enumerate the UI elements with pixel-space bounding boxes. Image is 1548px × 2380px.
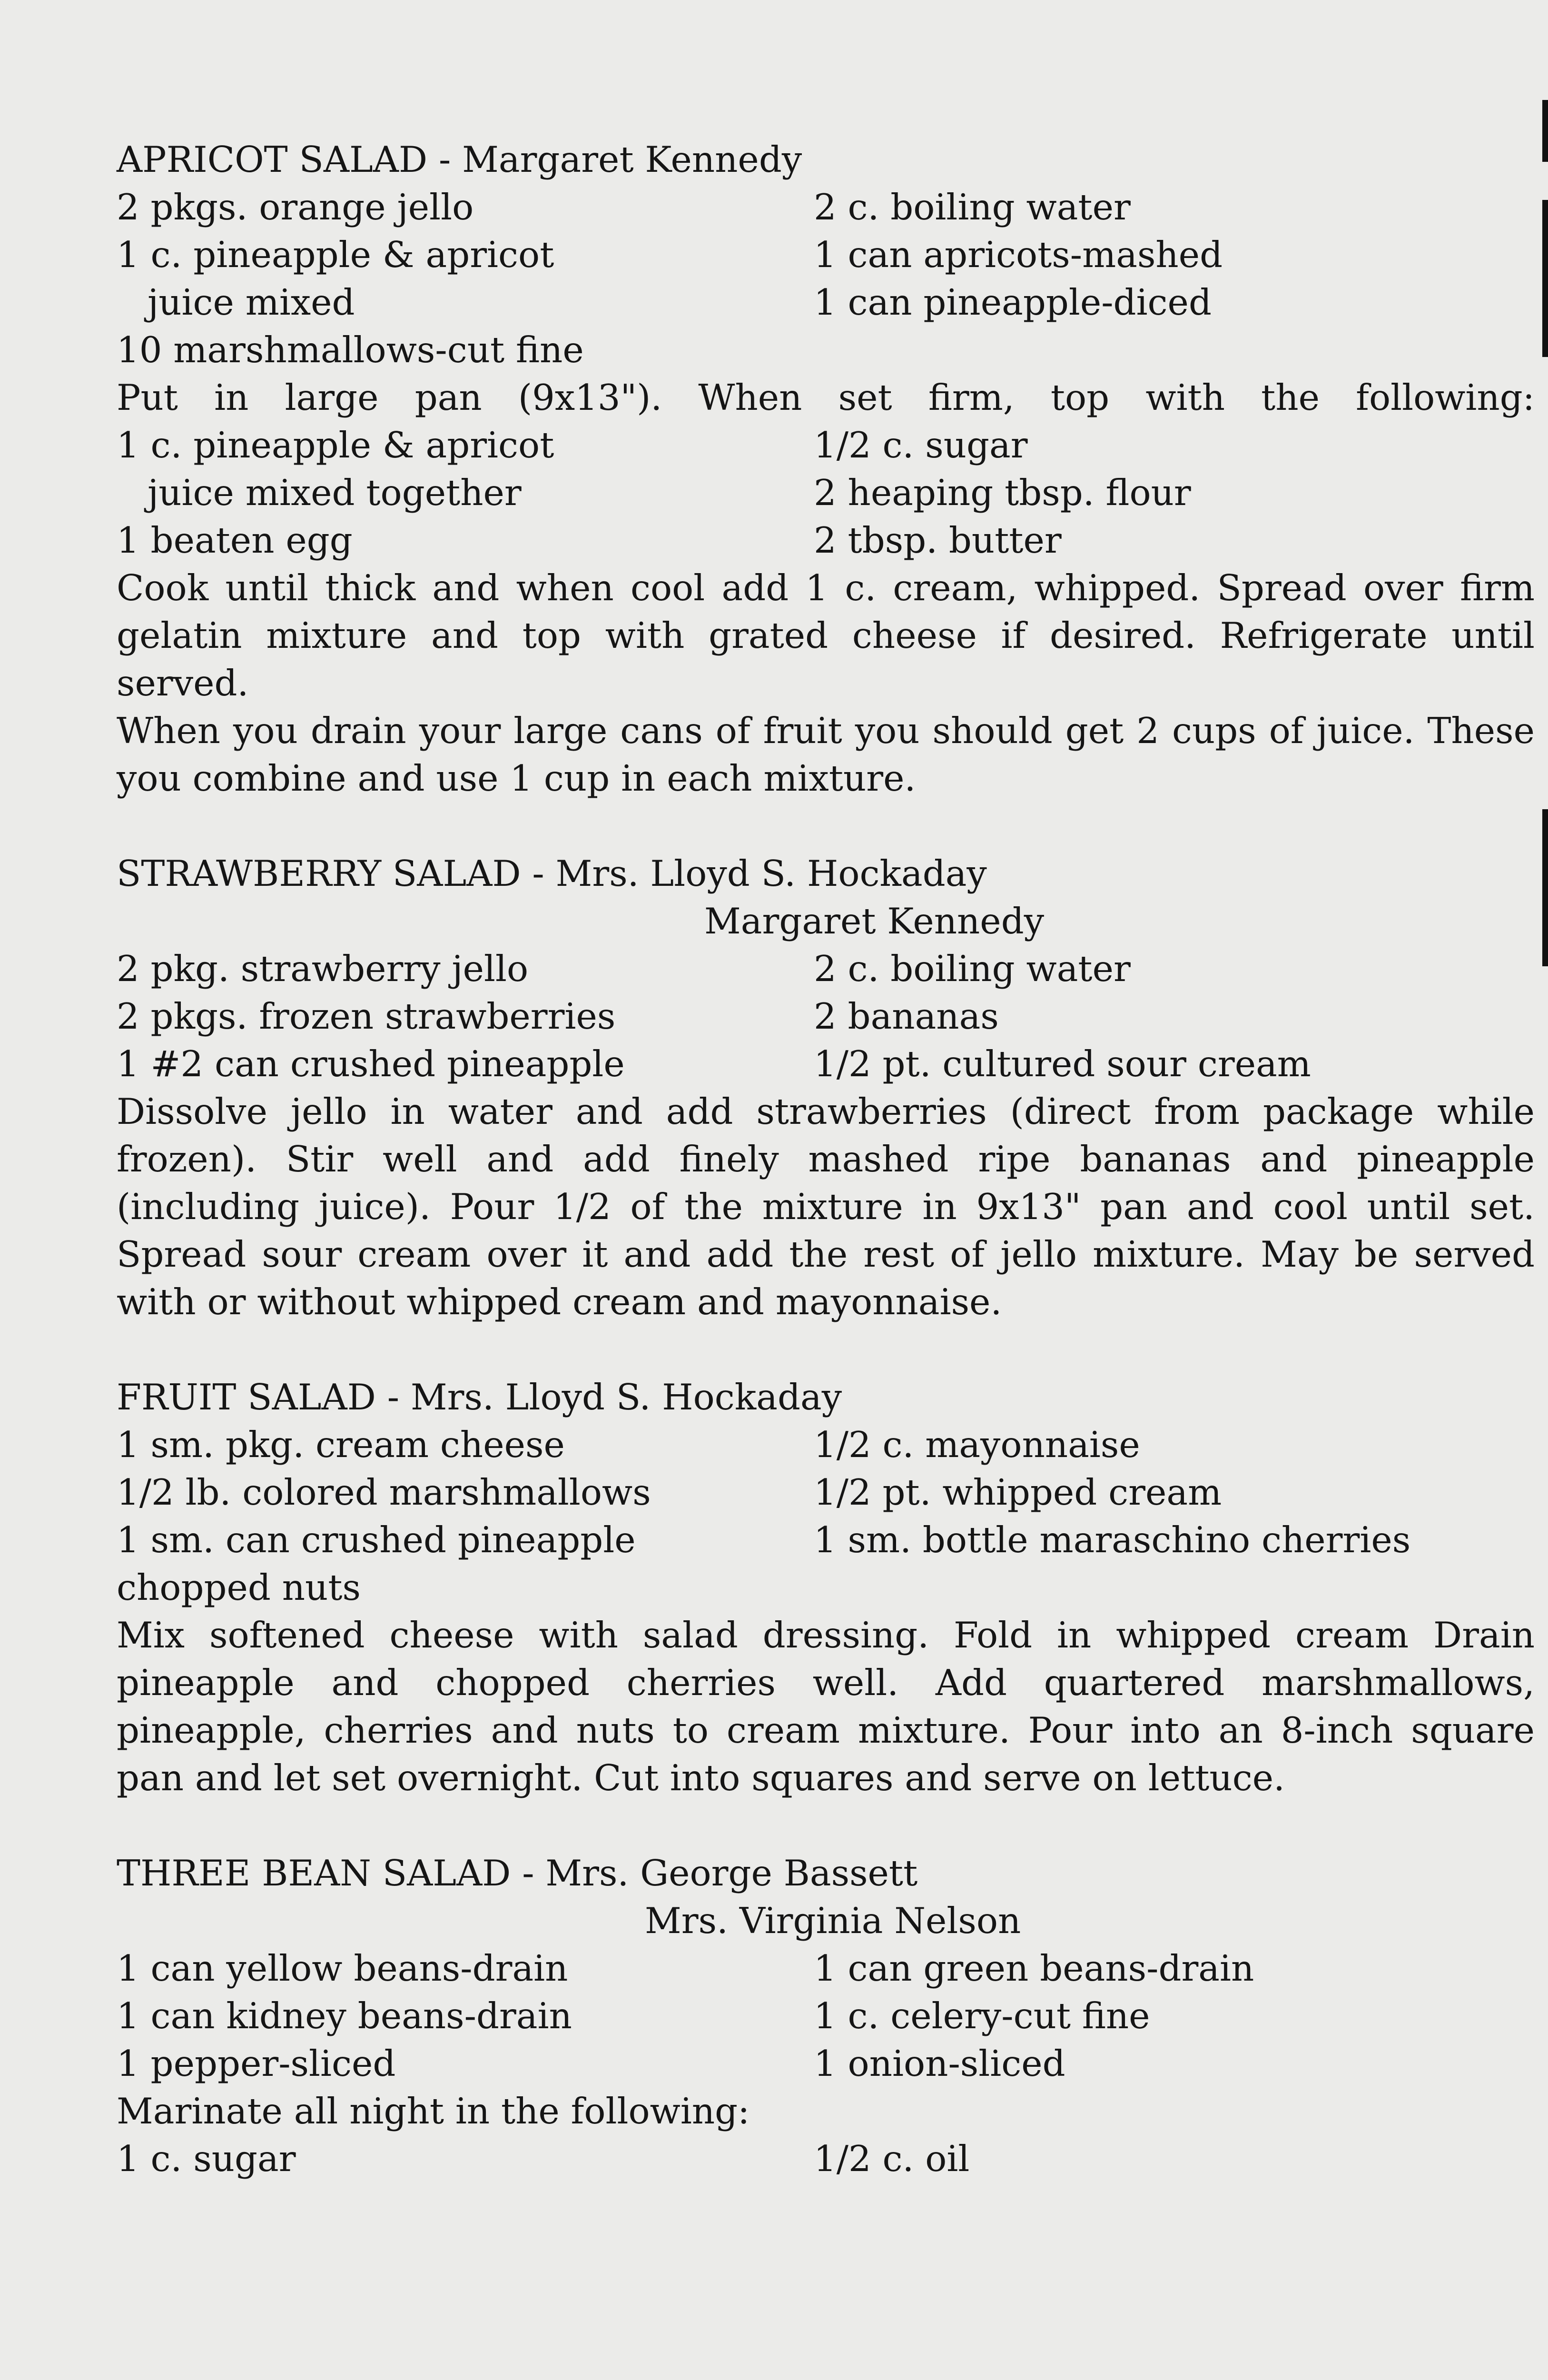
ingredient-row xyxy=(117,1944,1535,1992)
binding-edge-mark xyxy=(1542,100,1548,162)
ingredient-left: 1 #2 can crushed pineapple xyxy=(117,1043,625,1085)
ingredient-row xyxy=(117,2135,1535,2182)
instructions: Dissolve jello in water and add strawberries (direct from package while frozen). Stir well and add finely mashed ripe bananas and pineapple (including juice). Pour 1/2 of the mixture in 9x13" pan and cool until set. Spread sour cream over it and add the rest of jello mixture. May be served with or without whipped cream and mayonnaise. xyxy=(117,1091,1535,1323)
ingredient-right: 2 c. boiling water xyxy=(814,186,1131,228)
instructions: Cook until thick and when cool add 1 c. cream, whipped. Spread over firm gelatin mixture and top with grated cheese if desired. Refrigerate until served. xyxy=(117,567,1535,704)
ingredient-row xyxy=(117,1040,1535,1088)
ingredient-left: 1 c. pineapple & apricot xyxy=(117,424,554,466)
recipe-title: FRUIT SALAD - Mrs. Lloyd S. Hockaday xyxy=(117,1376,842,1418)
ingredient-row xyxy=(117,1516,1535,1564)
ingredient-row xyxy=(117,516,1535,564)
recipe-contributor: Margaret Kennedy xyxy=(704,900,1045,942)
recipe-content xyxy=(117,136,1535,2182)
ingredient-right: 2 bananas xyxy=(814,995,999,1037)
ingredient-right: 1 sm. bottle maraschino cherries xyxy=(814,1519,1411,1561)
ingredient-right: 1/2 pt. cultured sour cream xyxy=(814,1043,1311,1085)
ingredient-right: 1 can apricots-mashed xyxy=(814,234,1223,276)
ingredient-right: 2 tbsp. butter xyxy=(814,519,1062,561)
instructions: Mix softened cheese with salad dressing. Fold in whipped cream Drain pineapple and chopped cherries well. Add quartered marshmallows, pineapple, cherries and nuts to cream mixture. Pour into an 8-inch square pan and let set overnight. Cut into squares and serve on lettuce. xyxy=(117,1614,1535,1799)
ingredient-row xyxy=(117,231,1535,278)
ingredient-row xyxy=(117,469,1535,516)
ingredient-left: 1 can yellow beans-drain xyxy=(117,1947,568,1989)
ingredient-left: juice mixed xyxy=(148,281,355,323)
ingredient-left: 1 can kidney beans-drain xyxy=(117,1995,572,2037)
ingredient-row xyxy=(117,1468,1535,1516)
ingredient-right: 1 can pineapple-diced xyxy=(814,281,1212,323)
ingredient-row xyxy=(117,992,1535,1040)
ingredient-row xyxy=(117,1992,1535,2040)
ingredient-row xyxy=(117,183,1535,231)
ingredient-right: 1 can green beans-drain xyxy=(814,1947,1254,1989)
instructions: Marinate all night in the following: xyxy=(117,2090,750,2132)
ingredient-right: 1/2 pt. whipped cream xyxy=(814,1471,1222,1513)
ingredient-left: chopped nuts xyxy=(117,1567,361,1608)
ingredient-row xyxy=(117,1564,1535,1611)
ingredient-right: 1 onion-sliced xyxy=(814,2043,1065,2084)
ingredient-row xyxy=(117,1421,1535,1468)
recipe-contributor: Mrs. Virginia Nelson xyxy=(645,1900,1021,1942)
ingredient-left: 1 c. pineapple & apricot xyxy=(117,234,554,276)
ingredient-left: 1 sm. pkg. cream cheese xyxy=(117,1424,565,1466)
ingredient-left: 1 sm. can crushed pineapple xyxy=(117,1519,636,1561)
ingredient-right: 2 c. boiling water xyxy=(814,948,1131,990)
ingredient-right: 1/2 c. sugar xyxy=(814,424,1028,466)
ingredient-left: 1 pepper-sliced xyxy=(117,2043,396,2084)
recipe-strawberry-salad xyxy=(117,850,1535,1326)
recipe-fruit-salad xyxy=(117,1373,1535,1802)
ingredient-left: 1 c. sugar xyxy=(117,2138,296,2180)
ingredient-row xyxy=(117,326,1535,374)
ingredient-left: 2 pkgs. orange jello xyxy=(117,186,474,228)
recipe-title: STRAWBERRY SALAD - Mrs. Lloyd S. Hockaday xyxy=(117,853,987,894)
ingredient-left: 2 pkg. strawberry jello xyxy=(117,948,529,990)
ingredient-row xyxy=(117,278,1535,326)
recipe-three-bean-salad xyxy=(117,1849,1535,2182)
ingredient-left: 2 pkgs. frozen strawberries xyxy=(117,995,616,1037)
ingredient-left: juice mixed together xyxy=(148,472,522,514)
ingredient-row xyxy=(117,2040,1535,2087)
binding-edge-mark xyxy=(1542,809,1548,966)
instructions: Put in large pan (9x13"). When set firm, top with the following: xyxy=(117,377,1535,418)
ingredient-row xyxy=(117,421,1535,469)
ingredient-right: 2 heaping tbsp. flour xyxy=(814,472,1191,514)
note: When you drain your large cans of fruit you should get 2 cups of juice. These you combine and use 1 cup in each mixture. xyxy=(117,710,1535,799)
ingredient-right: 1 c. celery-cut fine xyxy=(814,1995,1150,2037)
ingredient-right: 1/2 c. mayonnaise xyxy=(814,1424,1140,1466)
recipe-title: THREE BEAN SALAD - Mrs. George Bassett xyxy=(117,1852,918,1894)
ingredient-right: 1/2 c. oil xyxy=(814,2138,970,2180)
ingredient-row xyxy=(117,945,1535,992)
binding-edge-mark xyxy=(1542,200,1548,357)
ingredient-left: 1 beaten egg xyxy=(117,519,353,561)
ingredient-left: 10 marshmallows-cut fine xyxy=(117,329,584,371)
recipe-title: APRICOT SALAD - Margaret Kennedy xyxy=(117,139,802,180)
ingredient-left: 1/2 lb. colored marshmallows xyxy=(117,1471,651,1513)
recipe-apricot-salad xyxy=(117,136,1535,802)
